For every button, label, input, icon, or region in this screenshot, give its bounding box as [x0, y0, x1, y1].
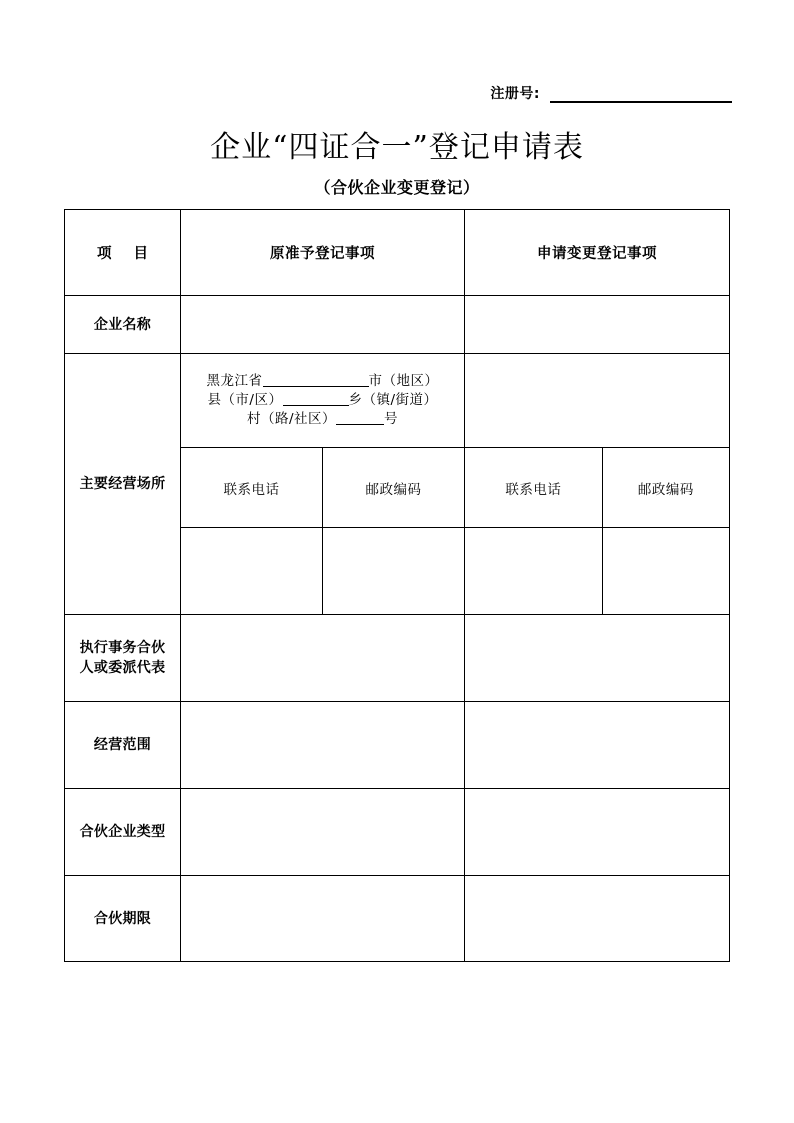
header-cell-item — [65, 210, 181, 296]
row-label-partnership-type: 合伙企业类型 — [65, 789, 181, 876]
address-row — [181, 354, 464, 448]
table-row — [65, 702, 730, 789]
cell-business-premises-changed — [465, 354, 730, 615]
value-phone-changed[interactable] — [465, 528, 602, 615]
row-label-business-premises: 主要经营场所 — [65, 354, 181, 615]
registration-number-field[interactable] — [550, 84, 732, 103]
business-premises-changed-subtable — [465, 354, 729, 614]
address-line-1 — [181, 372, 464, 391]
registration-form-table — [64, 209, 730, 962]
row-label-enterprise-name: 企业名称 — [65, 296, 181, 354]
row-label-managing-partner-line2: 人或委派代表 — [79, 660, 166, 676]
contact-value-row — [181, 528, 464, 615]
address-line-2 — [181, 391, 464, 410]
address-line-2-blank[interactable] — [283, 391, 349, 406]
address-line-3-blank[interactable] — [336, 410, 384, 425]
label-postcode-changed: 邮政编码 — [602, 448, 729, 528]
cell-partnership-type-changed[interactable] — [465, 789, 730, 876]
contact-label-row — [465, 448, 729, 528]
table-row — [65, 876, 730, 962]
header-cell-changed: 申请变更登记事项 — [465, 210, 730, 296]
cell-managing-partner-original[interactable] — [181, 615, 465, 702]
value-phone-original[interactable] — [181, 528, 323, 615]
label-postcode-original: 邮政编码 — [323, 448, 465, 528]
cell-business-scope-changed[interactable] — [465, 702, 730, 789]
cell-business-scope-original[interactable] — [181, 702, 465, 789]
registration-number-row — [0, 84, 732, 103]
page-title: 企业“四证合一”登记申请表 — [210, 130, 584, 165]
cell-enterprise-name-changed[interactable] — [465, 296, 730, 354]
address-line-1-prefix: 黑龙江省 — [206, 373, 263, 389]
value-postcode-changed[interactable] — [602, 528, 729, 615]
row-label-business-scope: 经营范围 — [65, 702, 181, 789]
address-block-original[interactable] — [181, 354, 464, 448]
row-label-managing-partner — [65, 615, 181, 702]
address-line-1-suffix: 市（地区） — [368, 373, 439, 389]
registration-number-label: 注册号: — [490, 86, 540, 102]
value-postcode-original[interactable] — [323, 528, 465, 615]
address-line-3 — [181, 410, 464, 429]
cell-enterprise-name-original[interactable] — [181, 296, 465, 354]
address-line-3-prefix: 村（路/社区） — [246, 411, 337, 427]
address-line-2-prefix: 县（市/区） — [207, 392, 283, 408]
address-block-changed[interactable] — [465, 354, 729, 448]
cell-partnership-type-original[interactable] — [181, 789, 465, 876]
cell-partnership-term-changed[interactable] — [465, 876, 730, 962]
cell-business-premises-original — [181, 354, 465, 615]
contact-label-row — [181, 448, 464, 528]
cell-managing-partner-changed[interactable] — [465, 615, 730, 702]
row-label-partnership-term: 合伙期限 — [65, 876, 181, 962]
address-line-2-suffix: 乡（镇/街道） — [348, 392, 438, 408]
label-phone-original: 联系电话 — [181, 448, 323, 528]
table-row — [65, 789, 730, 876]
header-item-char-1: 项 — [97, 246, 112, 262]
cell-partnership-term-original[interactable] — [181, 876, 465, 962]
table-row — [65, 615, 730, 702]
header-cell-original: 原准予登记事项 — [181, 210, 465, 296]
table-row — [65, 296, 730, 354]
table-header-row — [65, 210, 730, 296]
address-line-3-suffix: 号 — [384, 411, 399, 427]
header-item-char-2: 目 — [133, 246, 148, 262]
address-line-1-blank[interactable] — [263, 372, 369, 387]
table-row — [65, 354, 730, 615]
contact-value-row — [465, 528, 729, 615]
row-label-managing-partner-line1: 执行事务合伙 — [79, 640, 166, 656]
business-premises-original-subtable — [181, 354, 464, 614]
label-phone-changed: 联系电话 — [465, 448, 602, 528]
address-row — [465, 354, 729, 448]
page-subtitle: （合伙企业变更登记） — [314, 178, 480, 197]
